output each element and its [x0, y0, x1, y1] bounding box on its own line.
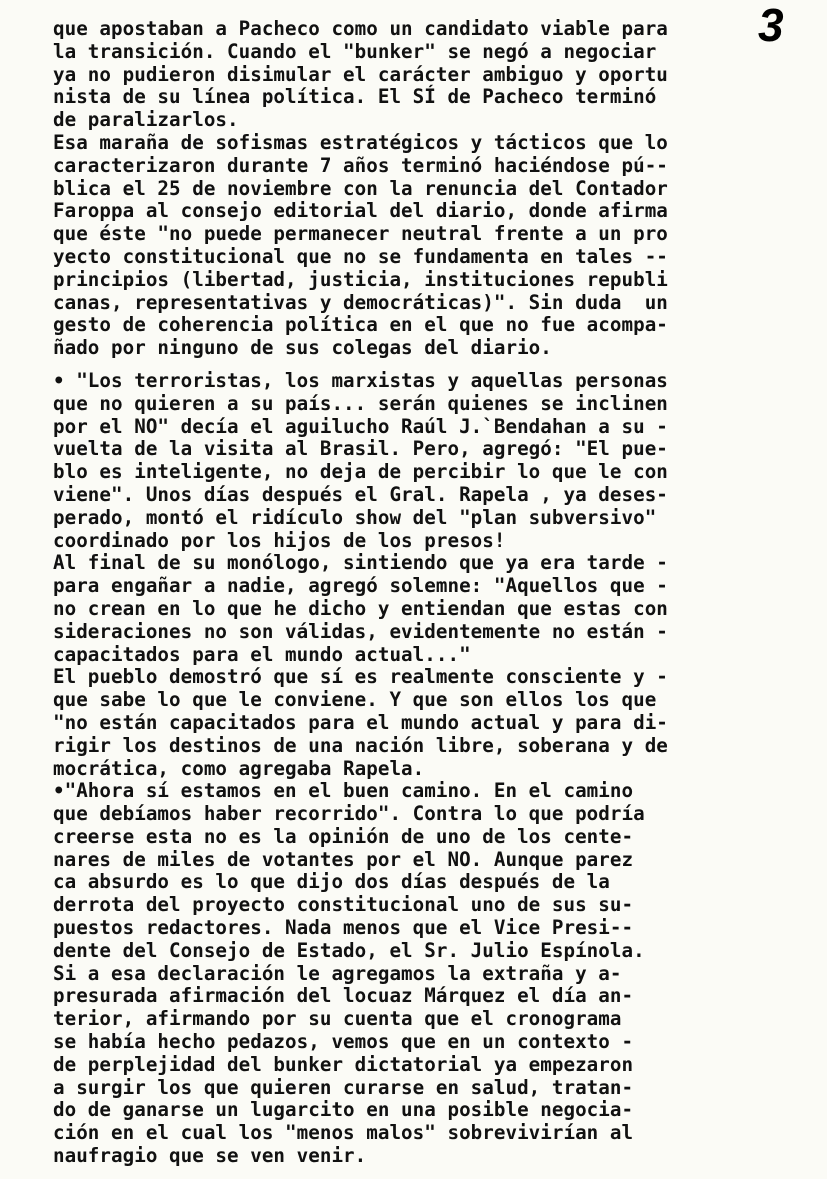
text-line: mocrática, como agregaba Rapela. — [53, 756, 425, 780]
text-line: capacitados para el mundo actual..." — [53, 642, 471, 666]
page-number: 3 — [758, 0, 784, 51]
text-line: ya no pudieron disimular el carácter ambiguo y oportu — [53, 62, 668, 86]
text-line: El pueblo demostró que sí es realmente consciente y - — [53, 665, 668, 689]
text-line: Si a esa declaración le agregamos la extraña y a- — [53, 961, 622, 985]
text-line: a surgir los que quieren curarse en salud, tratan- — [53, 1075, 634, 1099]
text-line: derrota del proyecto constitucional uno de sus su- — [53, 893, 634, 917]
text-line: que no quieren a su país... serán quienes se inclinen — [53, 391, 668, 415]
text-line: de paralizarlos. — [53, 108, 239, 132]
text-line: que éste "no puede permanecer neutral frente a un pro — [53, 222, 668, 246]
text-line: ñado por ninguno de sus colegas del diario. — [53, 336, 552, 360]
text-line: sideraciones no son válidas, evidentemente no están - — [53, 619, 668, 643]
paragraph — [53, 370, 765, 1168]
text-line: por el NO" decía el aguilucho Raúl J.`Bendahan a su - — [53, 414, 668, 438]
text-line: que apostaban a Pacheco como un candidato viable para — [53, 17, 668, 40]
text-line: "no están capacitados para el mundo actual y para di- — [53, 710, 668, 734]
text-line: ca absurdo es lo que dijo dos días después de la — [53, 870, 610, 894]
text-line: naufragio que se ven venir. — [53, 1144, 367, 1168]
text-line: nares de miles de votantes por el NO. Aunque parez — [53, 847, 634, 871]
text-line: Faroppa al consejo editorial del diario, donde afirma — [53, 199, 668, 223]
text-line: yecto constitucional que no se fundamenta en tales -- — [53, 244, 668, 268]
text-line: no crean en lo que he dicho y entiendan que estas con — [53, 596, 668, 620]
text-line: creerse esta no es la opinión de uno de los cente- — [53, 824, 634, 848]
text-line: que debíamos haber recorrido". Contra lo que podría — [53, 802, 645, 826]
body-text — [53, 18, 765, 1168]
paragraph — [53, 18, 765, 360]
text-line: rigir los destinos de una nación libre, soberana y de — [53, 733, 668, 757]
text-line: perado, montó el ridículo show del "plan subversivo" — [53, 505, 657, 529]
text-line: nista de su línea política. El SÍ de Pacheco terminó — [53, 85, 657, 109]
text-line: que sabe lo que le conviene. Y que son ellos los que — [53, 688, 657, 712]
text-line: para engañar a nadie, agregó solemne: "Aquellos que - — [53, 574, 668, 598]
text-line: do de ganarse un lugarcito en una posible negocia- — [53, 1098, 634, 1122]
text-line: puestos redactores. Nada menos que el Vice Presi-- — [53, 916, 634, 940]
text-line: ción en el cual los "menos malos" sobrevivirían al — [53, 1121, 634, 1145]
text-line: • "Los terroristas, los marxistas y aquellas personas — [53, 368, 668, 392]
text-line: la transición. Cuando el "bunker" se negó a negociar — [53, 39, 657, 63]
text-line: blica el 25 de noviembre con la renuncia del Contador — [53, 176, 668, 200]
text-line: se había hecho pedazos, vemos que en un contexto - — [53, 1030, 634, 1054]
text-line: Esa maraña de sofismas estratégicos y tácticos que lo — [53, 130, 668, 154]
text-line: blo es inteligente, no deja de percibir lo que le con — [53, 460, 668, 484]
text-line: canas, representativas y democráticas)". Sin duda un — [53, 290, 668, 314]
text-line: de perplejidad del bunker dictatorial ya empezaron — [53, 1052, 634, 1076]
text-line: presurada afirmación del locuaz Márquez el día an- — [53, 984, 634, 1008]
text-line: vuelta de la visita al Brasil. Pero, agregó: "El pue- — [53, 437, 668, 461]
text-line: •"Ahora sí estamos en el buen camino. En el camino — [53, 779, 634, 803]
text-line: caracterizaron durante 7 años terminó haciéndose pú-- — [53, 153, 668, 177]
text-line: coordinado por los hijos de los presos! — [53, 528, 506, 552]
text-line: terior, afirmando por su cuenta que el cronograma — [53, 1007, 622, 1031]
text-line: gesto de coherencia política en el que no fue acompa- — [53, 313, 668, 337]
text-line: principios (libertad, justicia, instituciones republi — [53, 267, 668, 291]
text-line: dente del Consejo de Estado, el Sr. Julio Espínola. — [53, 938, 645, 962]
text-line: Al final de su monólogo, sintiendo que ya era tarde - — [53, 551, 668, 575]
text-line: viene". Unos días después el Gral. Rapela , ya deses- — [53, 482, 668, 506]
